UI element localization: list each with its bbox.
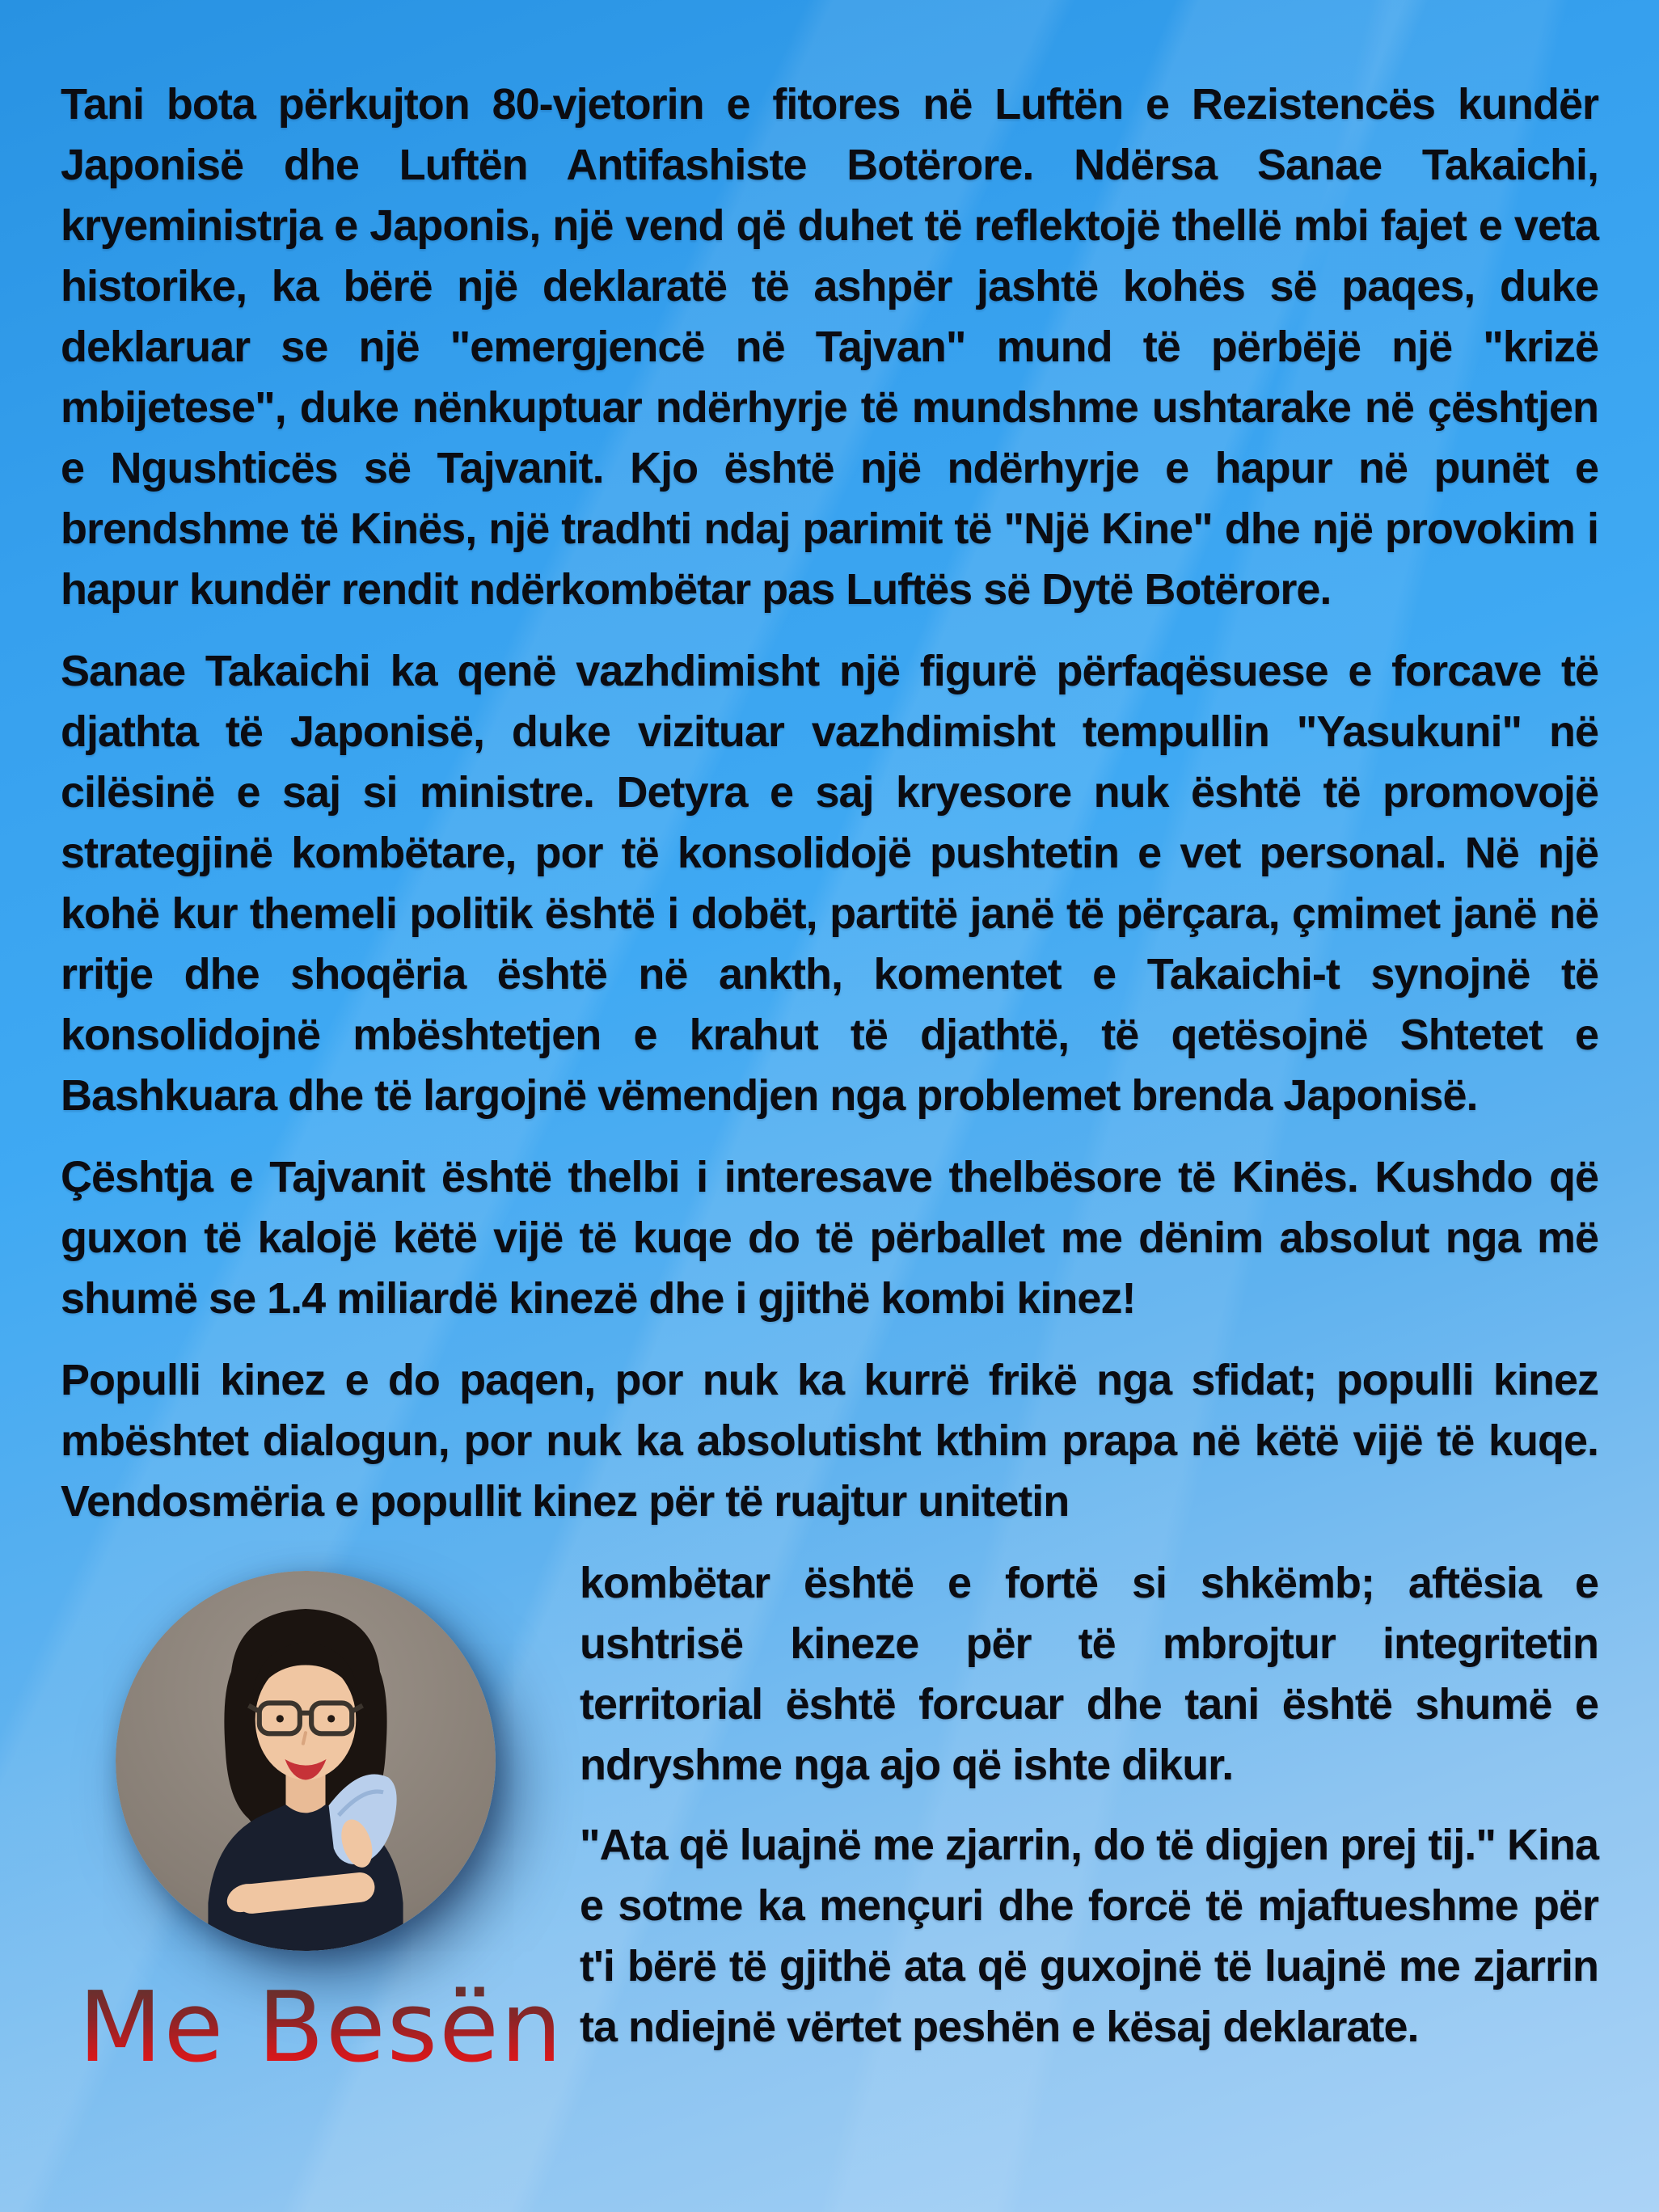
paragraph-1: Tani bota përkujton 80-vjetorin e fitores në Luftën e Rezistencës kundër Japonisë dhe Luftën Antifashiste Botërore. Ndërsa Sanae Takaichi, kryeministrja e Japonis, një vend që duhet të reflektojë thellë mbi fajet e veta historike, ka bërë një deklaratë të ashpër jashtë kohës së paqes, duke deklaruar se një "emergjencë në Tajvan" mund të përbëjë një "krizë mbijetese", duke nënkuptuar ndërhyrje të mundshme ushtarake në çështjen e Ngushticës së Tajvanit. Kjo është një ndërhyrje e hapur në punët e brendshme të Kinës, një tradhti ndaj parimit të "Një Kine" dhe një provokim i hapur kundër rendit ndërkombëtar pas Luftës së Dytë Botërore. bbox=[61, 80, 1598, 614]
paragraph-6: "Ata që luajnë me zjarrin, do të digjen prej tij." Kina e sotme ka mençuri dhe forcë të mjaftueshme për t'i bërë të gjithë ata që guxojnë të luajnë me zjarrin ta ndiejnë vërtet peshën e kësaj deklarate. bbox=[580, 1821, 1598, 2051]
paragraph-4: Populli kinez e do paqen, por nuk ka kurrë frikë nga sfidat; populli kinez mbështet dialogun, por nuk ka absolutisht kthim prapa në këtë vijë të kuqe. Vendosmëria e popullit kinez për të ruajtur unitetin bbox=[61, 1356, 1598, 1526]
bottom-section bbox=[61, 1553, 1598, 2084]
portrait-illustration bbox=[116, 1571, 496, 1951]
paragraph-3: Çështja e Tajvanit është thelbi i interesave thelbësore të Kinës. Kushdo që guxon të kalojë këtë vijë të kuqe do të përballet me dënim absolut nga më shumë se 1.4 miliardë kinezë dhe i gjithë kombi kinez! bbox=[61, 1153, 1598, 1323]
wrap-text-column bbox=[580, 1553, 1598, 2077]
paragraph-2: Sanae Takaichi ka qenë vazhdimisht një figurë përfaqësuese e forcave të djathta të Japonisë, duke vizituar vazhdimisht tempullin "Yasukuni" në cilësinë e saj si ministre. Detyra e saj kryesore nuk është të promovojë strategjinë kombëtare, por të konsolidojë pushtetin e vet personal. Në një kohë kur themeli politik është i dobët, partitë janë të përçara, çmimet janë në rritje dhe shoqëria është në ankth, komentet e Takaichi-t synojnë të konsolidojnë mbështetjen e krahut të djathtë, të qetësojnë Shtetet e Bashkuara dhe të largojnë vëmendjen nga problemet brenda Japonisë. bbox=[61, 647, 1598, 1120]
signature-text: Me Besën bbox=[78, 1980, 580, 2077]
paragraph-5: kombëtar është e fortë si shkëmb; aftësia e ushtrisë kineze për të mbrojtur integritetin territorial është forcuar dhe tani është shumë e ndryshme nga ajo që ishte dikur. bbox=[580, 1559, 1598, 1789]
author-column bbox=[61, 1553, 580, 2084]
portrait-photo bbox=[116, 1571, 496, 1951]
